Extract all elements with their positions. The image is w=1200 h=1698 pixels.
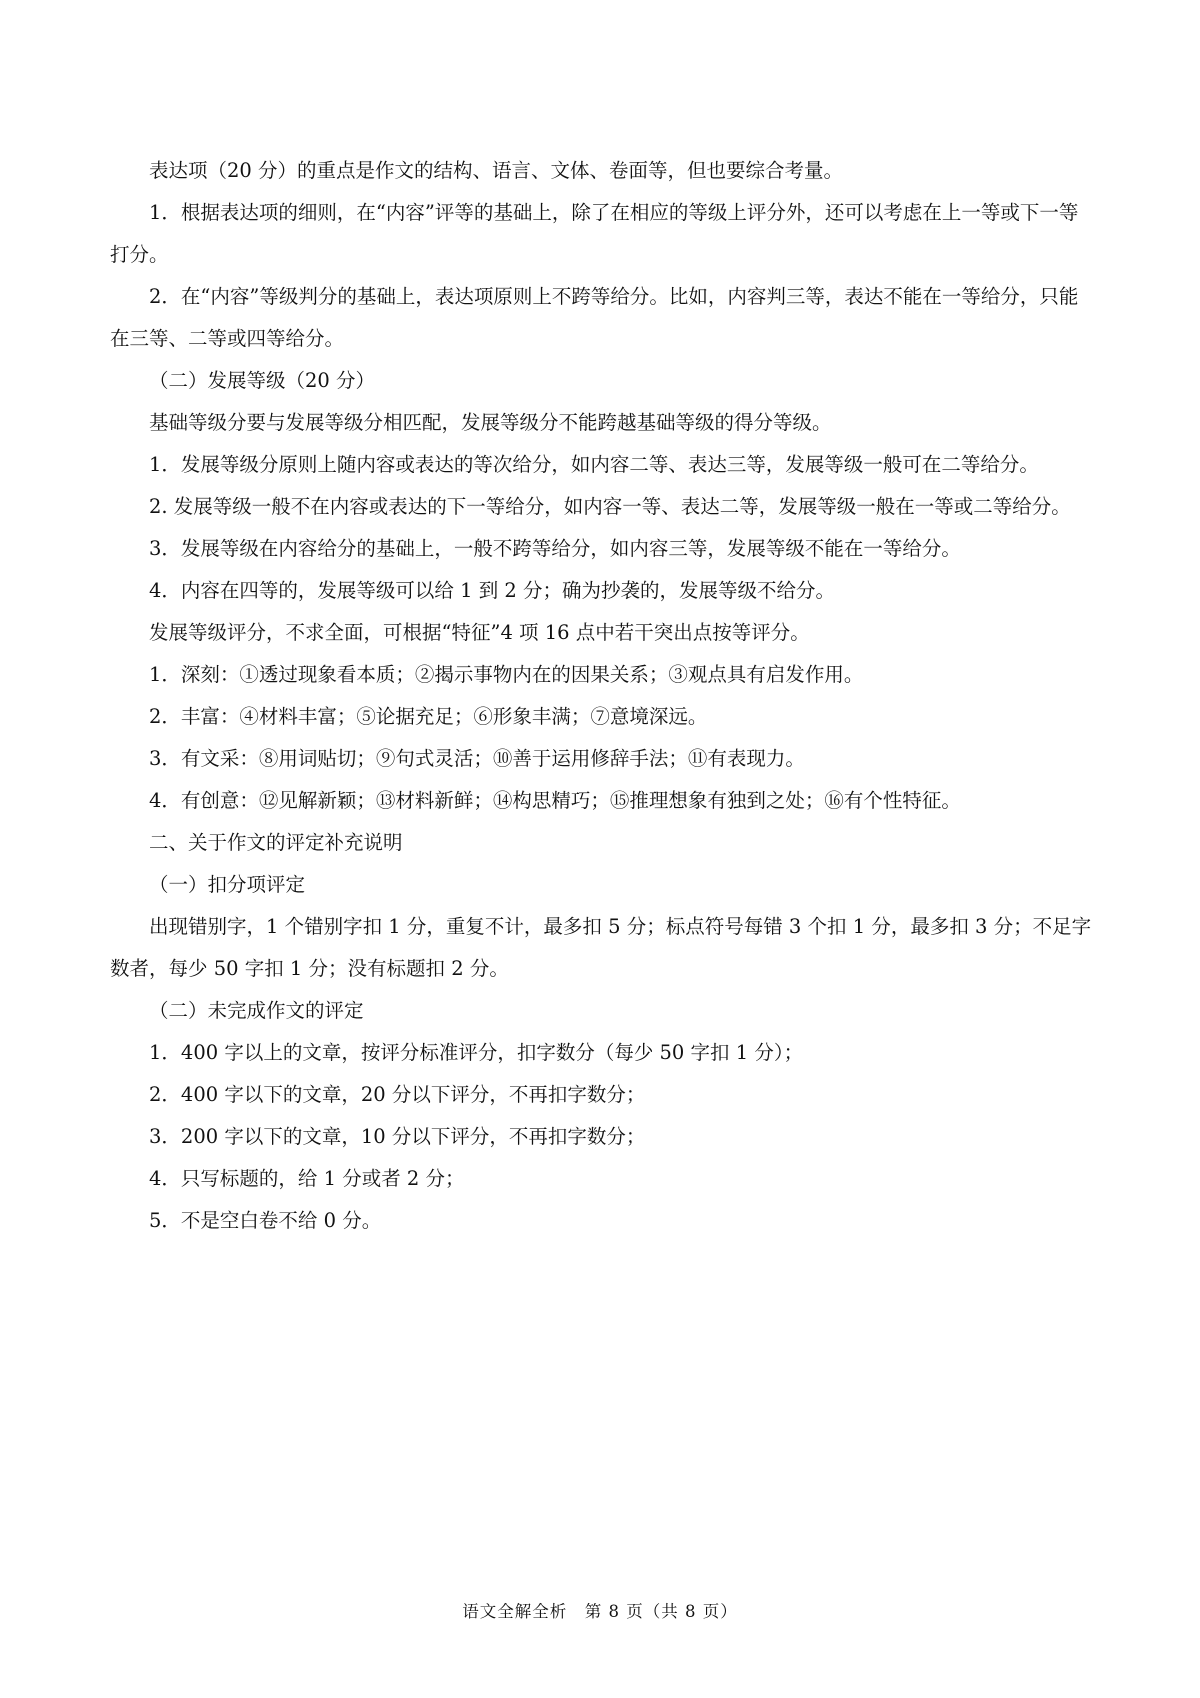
paragraph-expression-intro: 表达项（20 分）的重点是作文的结构、语言、文体、卷面等，但也要综合考量。 (149, 159, 844, 182)
section-heading-supplementary: 二、关于作文的评定补充说明 (149, 831, 403, 854)
page-footer: 语文全解全析 第 8 页（共 8 页） (462, 1602, 738, 1621)
paragraph-feature-rich: 2．丰富：④材料丰富；⑤论据充足；⑥形象丰满；⑦意境深远。 (149, 705, 708, 728)
paragraph-development-intro: 基础等级分要与发展等级分相匹配，发展等级分不能跨越基础等级的得分等级。 (149, 411, 832, 434)
section-heading-deductions: （一）扣分项评定 (149, 873, 306, 896)
paragraph-unfinished-rule-1: 1．400 字以上的文章，按评分标准评分，扣字数分（每少 50 字扣 1 分）； (149, 1041, 804, 1064)
paragraph-unfinished-rule-5: 5．不是空白卷不给 0 分。 (149, 1209, 382, 1232)
paragraph-unfinished-rule-2: 2．400 字以下的文章，20 分以下评分，不再扣字数分； (149, 1083, 646, 1106)
paragraph-development-rule-3: 3．发展等级在内容给分的基础上，一般不跨等给分，如内容三等，发展等级不能在一等给分。 (149, 537, 961, 560)
section-heading-unfinished: （二）未完成作文的评定 (149, 999, 364, 1022)
paragraph-development-rule-4: 4．内容在四等的，发展等级可以给 1 到 2 分；确为抄袭的，发展等级不给分。 (149, 579, 836, 602)
paragraph-expression-rule-2: 2．在“内容”等级判分的基础上，表达项原则上不跨等给分。比如，内容判三等，表达不能在一等给分，只能在三等、二等或四等给分。 (110, 285, 1079, 350)
paragraph-feature-literary: 3．有文采：⑧用词贴切；⑨句式灵活；⑩善于运用修辞手法；⑪有表现力。 (149, 747, 805, 770)
paragraph-unfinished-rule-4: 4．只写标题的，给 1 分或者 2 分； (149, 1167, 465, 1190)
paragraph-unfinished-rule-3: 3．200 字以下的文章，10 分以下评分，不再扣字数分； (149, 1125, 646, 1148)
paragraph-development-rule-2: 2. 发展等级一般不在内容或表达的下一等给分，如内容一等、表达二等，发展等级一般在一等或二等给分。 (149, 495, 1071, 518)
paragraph-feature-deep: 1．深刻：①透过现象看本质；②揭示事物内在的因果关系；③观点具有启发作用。 (149, 663, 864, 686)
document-body (110, 150, 1095, 1242)
paragraph-feature-creative: 4．有创意：⑫见解新颖；⑬材料新鲜；⑭构思精巧；⑮推理想象有独到之处；⑯有个性特征。 (149, 789, 961, 812)
paragraph-deductions: 出现错别字，1 个错别字扣 1 分，重复不计，最多扣 5 分；标点符号每错 3 个扣 1 分，最多扣 3 分；不足字数者，每少 50 字扣 1 分；没有标题扣 2 分。 (110, 915, 1092, 980)
paragraph-development-rule-1: 1．发展等级分原则上随内容或表达的等次给分，如内容二等、表达三等，发展等级一般可在二等给分。 (149, 453, 1039, 476)
section-heading-development-level: （二）发展等级（20 分） (149, 369, 376, 392)
paragraph-expression-rule-1: 1．根据表达项的细则，在“内容”评等的基础上，除了在相应的等级上评分外，还可以考虑在上一等或下一等打分。 (110, 201, 1079, 266)
paragraph-feature-intro: 发展等级评分，不求全面，可根据“特征”4 项 16 点中若干突出点按等评分。 (149, 621, 810, 644)
